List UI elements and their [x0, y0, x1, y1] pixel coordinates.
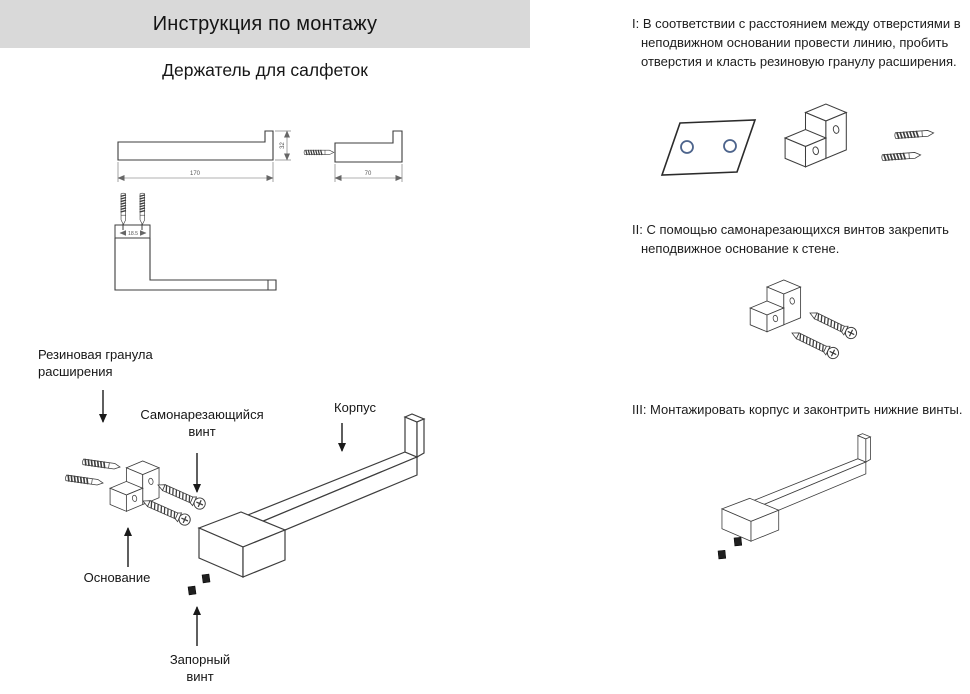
- step-2-illustration: [700, 265, 910, 395]
- dimension-length: 170: [189, 171, 201, 177]
- exploded-assembly-diagram: [20, 335, 470, 694]
- set-screw-icon: [734, 537, 742, 546]
- set-screw-icon: [718, 550, 726, 559]
- technical-drawing-views: [95, 105, 440, 305]
- page-title: Инструкция по монтажу: [152, 12, 378, 35]
- set-screw-icon: [188, 586, 196, 595]
- wall-anchor-icon: [882, 152, 921, 161]
- wall-anchor-icon: [895, 130, 934, 139]
- label-body: Корпус: [334, 400, 376, 415]
- holder-body-icon: [722, 434, 871, 542]
- step-2-text: II: С помощью самонарезающихся винтов закрепить неподвижное основание к стене.: [632, 222, 949, 256]
- wall-anchor-icon: [304, 150, 334, 155]
- label-base: Основание: [83, 570, 151, 585]
- screw-icon: [790, 328, 841, 361]
- base-block-icon: [785, 104, 846, 167]
- dimension-height: 32: [280, 142, 286, 149]
- step-1-illustration: [640, 90, 960, 210]
- wall-anchor-icon: [65, 475, 103, 487]
- label-expansion-plug: Резиновая гранула расширения: [38, 347, 153, 379]
- dimension-depth: 70: [364, 171, 372, 177]
- screw-icon: [808, 308, 859, 341]
- wall-anchor-icon: [121, 193, 126, 224]
- wall-anchor-icon: [82, 459, 120, 471]
- step-3-illustration: [690, 425, 960, 605]
- wall-anchor-icon: [140, 193, 145, 224]
- step-3-text: III: Монтажировать корпус и законтрить нижние винты.: [632, 402, 963, 417]
- step-1-text: I: В соответствии с расстоянием между отверстиями в неподвижном основании провести линию, пробить отверстия и класть резиновую гранулу расширения.: [632, 16, 961, 69]
- label-locking-screw: Запорный винт: [169, 652, 231, 684]
- label-self-tapping-screw: Самонарезающийся винт: [140, 407, 264, 439]
- dimension-hole-spacing: 18.5: [127, 231, 139, 237]
- header-bar: [0, 0, 530, 48]
- front-view-drawing: [118, 131, 291, 182]
- top-view-drawing: [115, 193, 276, 290]
- side-view-drawing: [304, 131, 402, 182]
- set-screw-icon: [202, 574, 210, 583]
- wall-plate-icon: [662, 120, 755, 175]
- base-block-icon: [750, 280, 800, 332]
- product-title: Держатель для салфеток: [162, 60, 368, 80]
